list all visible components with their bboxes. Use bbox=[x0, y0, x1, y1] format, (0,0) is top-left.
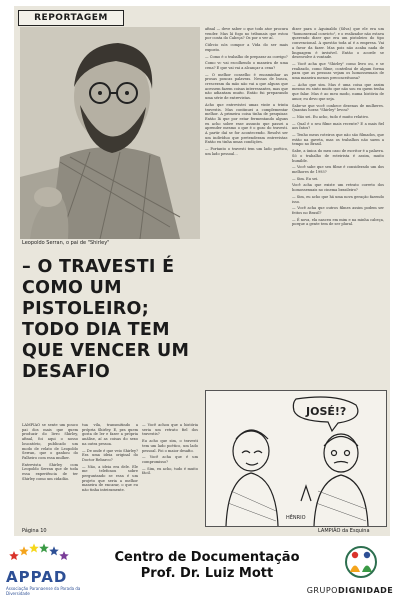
paragraph: tua vila, transmitindo a própria Shirley. E, pra quem gosta de ler e fazer a própria análise, aí as coisas do sexo na outra pessoa. bbox=[82, 423, 138, 446]
paragraph: — Portanto o travesti tem um lado poético, um lado pessoal... bbox=[205, 147, 288, 156]
cartoon-speech: JOSÉ!? bbox=[306, 405, 347, 418]
paragraph: Entrevista Shirley com Leopoldo Serran que de toda essa experiência de ter Shirley como um cidadão. bbox=[22, 462, 78, 481]
star-icon bbox=[9, 551, 19, 560]
star-icon bbox=[19, 546, 29, 555]
star-icon bbox=[49, 546, 59, 555]
article-column-5 bbox=[142, 423, 198, 528]
center-line-1: Centro de Documentação bbox=[114, 550, 300, 565]
cartoon-signature: HÊNRIO bbox=[286, 515, 306, 521]
paragraph: — Você acha que outros filmes assim podem ser feitos no Brasil? bbox=[292, 206, 384, 215]
paragraph: — Tenho meus roteiros que não são filmados, que estão na gaveta, mas os trabalhos não saem a tempo no Brasil. bbox=[292, 133, 384, 147]
appad-subtitle: Associação Paranaense da Parada da Diversidade bbox=[6, 586, 81, 596]
paragraph: — De onde é que veio Shirley? Era uma ideia original do Doctor Rebarco? bbox=[82, 448, 138, 462]
paragraph: — Você sabe que seu filme é considerado um dos melhores de 1993? bbox=[292, 165, 384, 174]
paragraph: — Sim, eu acho, tudo é muito fácil. bbox=[142, 466, 198, 476]
photo-caption: Leopoldo Serran, o pai de "Shirley" bbox=[22, 240, 110, 246]
paragraph: — Sim, eu acho que há uma nova geração fazendo isso. bbox=[292, 194, 384, 204]
section-tag: REPORTAGEM bbox=[18, 10, 124, 26]
grupo-prefix: GRUPO bbox=[306, 586, 338, 595]
paragraph: afinal — deve saber o que todo ator procura vender. Mas lá fogo no tribunais que estou por conta do Cabeça? Os por o ver aí. bbox=[205, 27, 288, 41]
portrait-photo bbox=[20, 27, 200, 239]
paragraph: LAMPIÃO se sente um pouco pai dos mais que quem produzir do livro Shirley, afinal, foi aqui o nosso loucatório, publicado um modo de relato de Leopoldo Serran, que o ganhou do Palheiro com essa mulher. bbox=[22, 423, 78, 460]
archive-footer bbox=[0, 538, 404, 600]
paragraph: — Você acha que é um compromisso? bbox=[142, 455, 198, 464]
headline: – O TRAVESTI É COMO UM PISTOLEIRO; TODO DIA TEM QUE VENCER UM DESAFIO bbox=[22, 257, 190, 382]
paragraph: Cúlrcio nós compor a Vida do ser mais exposto. bbox=[205, 43, 288, 52]
paragraph: Sabe-se que você conhece dezenas de mulheres. Quantas horas "Shirley" levou? bbox=[292, 103, 384, 113]
paragraph: — O melhor conselho é encaminhar as prosas poucas palavras. Nessas de busca, cresceram da mão não vai a que alguns que acessem fazem coisas interessantes, mas que não adiantam muito. Então fui preparando uma série de entrevistas. bbox=[205, 72, 288, 101]
paragraph: — Qual é o seu filme mais recente? E a mais fiel aos fatos? bbox=[292, 121, 384, 131]
cartoon-illustration bbox=[205, 390, 387, 527]
grupo-dignidade-logo bbox=[336, 542, 386, 582]
publication-credit: LAMPIÃO da Esquina bbox=[318, 528, 370, 534]
paragraph: — Você acha que "Shirley" como livro ou, e se realizado, como filme, contribui de algum forma para que as pessoas vejam os homossexuais de uma maneira menos preconceituosa? bbox=[292, 61, 384, 81]
paragraph: Eu acho que sim, o travesti tem um lado poético, um lado pessoal. Foi o maior desafio. bbox=[142, 439, 198, 453]
article-column-2 bbox=[292, 27, 384, 387]
star-icon bbox=[29, 543, 39, 552]
grupo-dignidade-name bbox=[300, 586, 400, 595]
star-icon bbox=[59, 551, 69, 560]
paragraph: — Não, a ideia era dele. Ele me telefonou sobre perguntando se essa é um projeto que seria a melhor maneira de encarar, o que eu não tinha inteiramente. bbox=[82, 464, 138, 493]
paragraph: — Você achou que a história seria um retrato fiel dos travestis? bbox=[142, 423, 198, 437]
paragraph: Você acha que existe um retrato correto dos homossexuais no cinema brasileiro? bbox=[292, 183, 384, 193]
paragraph: — Não sei. Eu acho, tudo é muito relativo. bbox=[292, 114, 369, 119]
paragraph: Acho que entrevistei umas vinte a trinta travestis. Mas continuei a complementar melhor. A primeira coisa tinha de pesquisar. Então lá que por estar fermentando alguns eu acho sobre esse assunto que passei a aprender mesmo o que é o gozo do travesti. A partir daí se for acontecendo. Resolvi ser um indivíduo que pretenderam entrevistar. Então eu tinha umas condições. bbox=[205, 102, 288, 145]
center-line-2: Prof. Dr. Luiz Mott bbox=[140, 566, 274, 581]
paragraph: — Sim. Eu sei. bbox=[292, 176, 319, 181]
star-icon bbox=[39, 543, 49, 552]
appad-name: APPAD bbox=[6, 568, 68, 586]
paragraph: Sabe, a única do meu caso de escritor é a palavra. Só o trabalho de roteirista é assim, muito humilde. bbox=[292, 149, 384, 163]
article-column-3 bbox=[22, 423, 78, 528]
dignidade-figures-icon bbox=[336, 542, 386, 582]
paragraph: — Como é o trabalho de preparar as corrigo? bbox=[205, 54, 288, 59]
paragraph: — Acho que sim. Mas é uma coisa que assim mesmo eu sinto muito que não sou eu quem tenha que falar. Mas é ao meu modo, numa história de amor, eu devo que seja. bbox=[292, 82, 384, 101]
paragraph: dizer para o Aguinaldo (Silva) que ele era um "homossexual convicto", e o realizador não estava querendo dizer que era um pistoleiro do tipo convencional. A questão toda aí é a empresa. Vai a favor da fazer. Mas pois não acaba nada de linguagem é invisível. Então o acorde se desenvolve à vontade. bbox=[292, 27, 384, 60]
paragraph: Como vc vai escolhendo o maneira de uma cena? E que vai vai a alcançar a cena? bbox=[205, 61, 288, 70]
paragraph: — É nova, ela nasceu em mim e na minha cabeça, porque a gente tem de ser plural. bbox=[292, 217, 384, 227]
grupo-suffix: DIGNIDADE bbox=[337, 586, 394, 595]
page-number: Página 10 bbox=[22, 528, 47, 534]
article-column-4 bbox=[82, 423, 138, 528]
documentation-center-title bbox=[92, 550, 322, 582]
article-column-1 bbox=[205, 27, 288, 387]
